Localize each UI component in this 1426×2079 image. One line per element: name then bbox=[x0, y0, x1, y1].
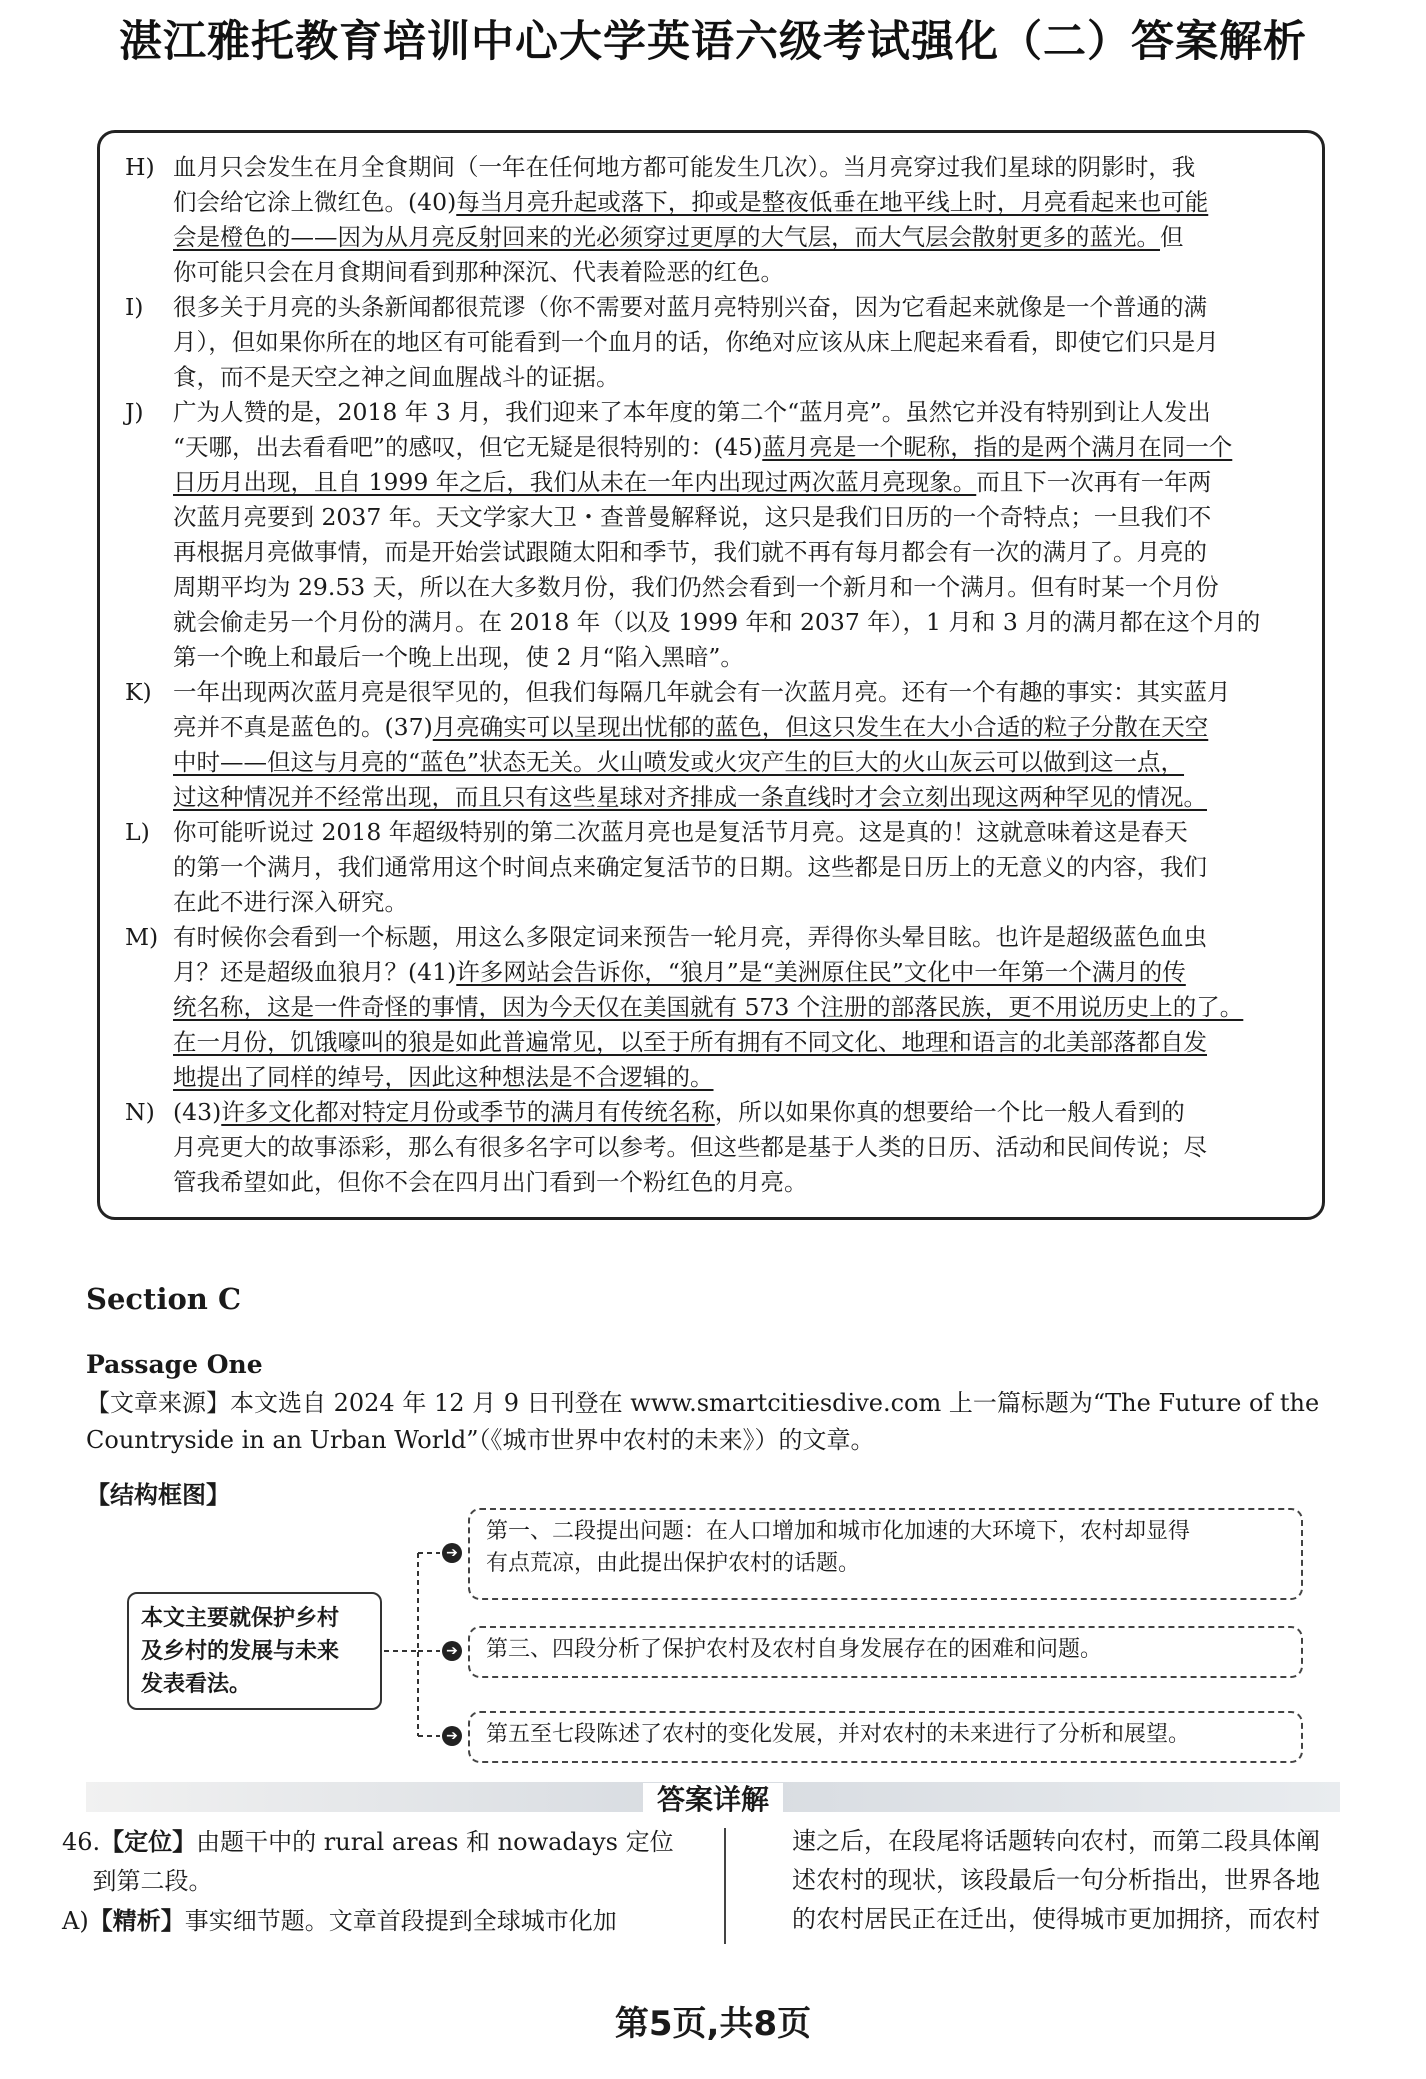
underlined-text: 许多文化都对特定月份或季节的满月有传统名称 bbox=[221, 1098, 715, 1126]
answer-left-column bbox=[62, 1822, 702, 1941]
underlined-text: 中时——但这与月亮的“蓝色”状态无关。 bbox=[173, 748, 597, 776]
answer-heading: 答案详解 bbox=[643, 1783, 783, 1816]
summary-line: 发表看法。 bbox=[141, 1672, 252, 1697]
summary-line: 及乡村的发展与未来 bbox=[141, 1639, 340, 1664]
branch-line: 有点荒凉，由此提出保护农村的话题。 bbox=[486, 1551, 861, 1576]
arrow-right-circle-icon: ➔ bbox=[442, 1726, 462, 1746]
underlined-text: 每当月亮升起或落下，抑或是整夜低垂在地平线上时，月亮看起来也可能 bbox=[456, 188, 1209, 216]
text-run: 管我希望如此，但你不会在四月出门看到一个粉红色的月亮。 bbox=[173, 1168, 808, 1196]
text-run: 血月只会发生在月全食期间（一年在任何地方都可能发生几次）。当月亮穿过我们星球的阴影时，我 bbox=[173, 153, 1196, 181]
paragraph-label: J) bbox=[125, 398, 144, 426]
text-run: 月），但如果你所在的地区有可能看到一个血月的话，你绝对应该从床上爬起来看看，即使它们只是月 bbox=[173, 328, 1219, 356]
paragraph-label: N) bbox=[125, 1098, 155, 1126]
answer-line: 述农村的现状，该段最后一句分析指出，世界各地 bbox=[792, 1866, 1320, 1894]
text-run: 但 bbox=[1160, 223, 1184, 251]
summary-box bbox=[127, 1592, 382, 1710]
text-run: 广为人赞的是，2018 年 3 月，我们迎来了本年度的第二个“蓝月亮”。虽然它并没有特别到让人发出 bbox=[173, 398, 1211, 426]
text-run: 事实细节题。文章首段提到全球城市化加 bbox=[184, 1907, 617, 1935]
answer-banner bbox=[86, 1782, 1340, 1816]
paragraph-label: M) bbox=[125, 923, 159, 951]
branch-line: 第五至七段陈述了农村的变化发展，并对农村的未来进行了分析和展望。 bbox=[486, 1722, 1191, 1747]
section-heading: Section C bbox=[86, 1282, 242, 1316]
underlined-text: 过这种情况并不经常出现，而且只有这些星球对齐排成一条直线时才会立刻出现这两种罕见的情况。 bbox=[173, 783, 1207, 811]
text-run: 再根据月亮做事情，而是开始尝试跟随太阳和季节，我们就不再有每月都会有一次的满月了。月亮的 bbox=[173, 538, 1207, 566]
text-run: 次蓝月亮要到 2037 年。天文学家大卫・查普曼解释说，这只是我们日历的一个奇特点；一旦我们不 bbox=[173, 503, 1212, 531]
text-run: 月？还是超级血狼月？(41) bbox=[173, 958, 457, 986]
text-run: 食，而不是天空之神之间血腥战斗的证据。 bbox=[173, 363, 620, 391]
answer-line: 速之后，在段尾将话题转向农村，而第二段具体阐 bbox=[792, 1827, 1320, 1855]
text-run: 月亮更大的故事添彩，那么有很多名字可以参考。但这些都是基于人类的日历、活动和民间传说；尽 bbox=[173, 1133, 1207, 1161]
text-run: ，所以如果你真的想要给一个比一般人看到的 bbox=[714, 1098, 1185, 1126]
arrow-right-circle-icon: ➔ bbox=[442, 1543, 462, 1563]
underlined-text: 在一月份，饥饿嚎叫的狼是如此普遍常见，以至于所有拥有不同文化、地理和语言的北美部落都自发 bbox=[173, 1028, 1207, 1056]
answer-line bbox=[62, 1901, 702, 1941]
text-run: A) bbox=[62, 1907, 89, 1935]
text-run: 你可能只会在月食期间看到那种深沉、代表着险恶的红色。 bbox=[173, 258, 784, 286]
text-run: 很多关于月亮的头条新闻都很荒谬（你不需要对蓝月亮特别兴奋，因为它看起来就像是一个普通的满 bbox=[173, 293, 1207, 321]
text-run: 周期平均为 29.53 天，所以在大多数月份，我们仍然会看到一个新月和一个满月。但有时某一个月份 bbox=[173, 573, 1219, 601]
underlined-text: 火山喷发或火灾产生的巨大的火山灰云可以做到这一点， bbox=[596, 748, 1185, 776]
underlined-text: 日历月出现，且自 1999 年之后，我们从未在一年内出现过两次蓝月亮现象。 bbox=[173, 468, 977, 496]
answer-tag: 【定位】 bbox=[100, 1827, 197, 1856]
structure-label: 【结构框图】 bbox=[86, 1481, 230, 1509]
text-run: 第一个晚上和最后一个晚上出现，使 2 月“陷入黑暗”。 bbox=[173, 643, 744, 671]
text-run: 的第一个满月，我们通常用这个时间点来确定复活节的日期。这些都是日历上的无意义的内容，我们 bbox=[173, 853, 1207, 881]
underlined-text: 会是橙色的——因为从月亮反射回来的光必须穿过更厚的大气层，而大气层会散射更多的蓝光。 bbox=[173, 223, 1160, 251]
branch-line: 第三、四段分析了保护农村及农村自身发展存在的困难和问题。 bbox=[486, 1637, 1103, 1662]
text-run: 你可能听说过 2018 年超级特别的第二次蓝月亮也是复活节月亮。这是真的！这就意味着这是春天 bbox=[173, 818, 1188, 846]
text-run: 46. bbox=[62, 1828, 101, 1856]
paragraph-label: I) bbox=[125, 293, 144, 321]
page-title: 湛江雅托教育培训中心大学英语六级考试强化（二）答案解析 bbox=[119, 17, 1307, 67]
text-run: 到第二段。 bbox=[62, 1867, 213, 1895]
passage-heading: Passage One bbox=[86, 1350, 263, 1379]
column-divider bbox=[724, 1828, 726, 1944]
underlined-text: 地提出了同样的绰号，因此这种想法是不合逻辑的。 bbox=[173, 1063, 714, 1091]
source-line: 【文章来源】本文选自 2024 年 12 月 9 日刊登在 www.smartcitiesdive.com 上一篇标题为“The Future of the bbox=[86, 1389, 1320, 1417]
text-run: 由题干中的 rural areas 和 nowadays 定位 bbox=[196, 1828, 674, 1856]
answer-line bbox=[62, 1862, 702, 1901]
paragraph-label: H) bbox=[125, 153, 155, 181]
text-run: 们会给它涂上微红色。(40) bbox=[173, 188, 457, 216]
underlined-text: 蓝月亮是一个昵称，指的是两个满月在同一个 bbox=[762, 433, 1233, 461]
branch-box-1 bbox=[468, 1508, 1303, 1600]
text-run: 有时候你会看到一个标题，用这么多限定词来预告一轮月亮，弄得你头晕目眩。也许是超级蓝色血虫 bbox=[173, 923, 1207, 951]
arrow-right-circle-icon: ➔ bbox=[442, 1641, 462, 1661]
paragraph-label: L) bbox=[125, 818, 150, 846]
branch-line: 第一、二段提出问题：在人口增加和城市化加速的大环境下，农村却显得 bbox=[486, 1519, 1191, 1544]
paragraph-label: K) bbox=[125, 678, 152, 706]
answer-line bbox=[62, 1822, 702, 1862]
branch-box-3 bbox=[468, 1711, 1303, 1763]
branch-box-2 bbox=[468, 1626, 1303, 1678]
page-number: 第5页,共8页 bbox=[614, 2004, 812, 2044]
text-run: 一年出现两次蓝月亮是很罕见的，但我们每隔几年就会有一次蓝月亮。还有一个有趣的事实：其实蓝月 bbox=[173, 678, 1231, 706]
text-run: 而且下一次再有一年两 bbox=[976, 468, 1212, 496]
answer-right-column bbox=[792, 1822, 1352, 1939]
underlined-text: 许多网站会告诉你，“狼月”是“美洲原住民”文化中一年第一个满月的传 bbox=[456, 958, 1186, 986]
answer-line: 的农村居民正在迁出，使得城市更加拥挤，而农村 bbox=[792, 1905, 1320, 1933]
answer-tag: 【精析】 bbox=[88, 1906, 185, 1935]
text-run: 就会偷走另一个月份的满月。在 2018 年（以及 1999 年和 2037 年），1 月和 3 月的满月都在这个月的 bbox=[173, 608, 1261, 636]
text-run: 亮并不真是蓝色的。(37) bbox=[173, 713, 433, 741]
summary-line: 本文主要就保护乡村 bbox=[141, 1606, 340, 1631]
underlined-text: 月亮确实可以呈现出忧郁的蓝色，但这只发生在大小合适的粒子分散在天空 bbox=[432, 713, 1209, 741]
text-run: 在此不进行深入研究。 bbox=[173, 888, 408, 916]
source-line: Countryside in an Urban World”（《城市世界中农村的未来》）的文章。 bbox=[86, 1426, 875, 1454]
text-run: “天哪，出去看看吧”的感叹，但它无疑是很特别的：(45) bbox=[173, 433, 763, 461]
underlined-text: 统名称，这是一件奇怪的事情，因为今天仅在美国就有 573 个注册的部落民族，更不用说历史上的了。 bbox=[173, 993, 1244, 1021]
text-run: (43) bbox=[173, 1098, 222, 1126]
